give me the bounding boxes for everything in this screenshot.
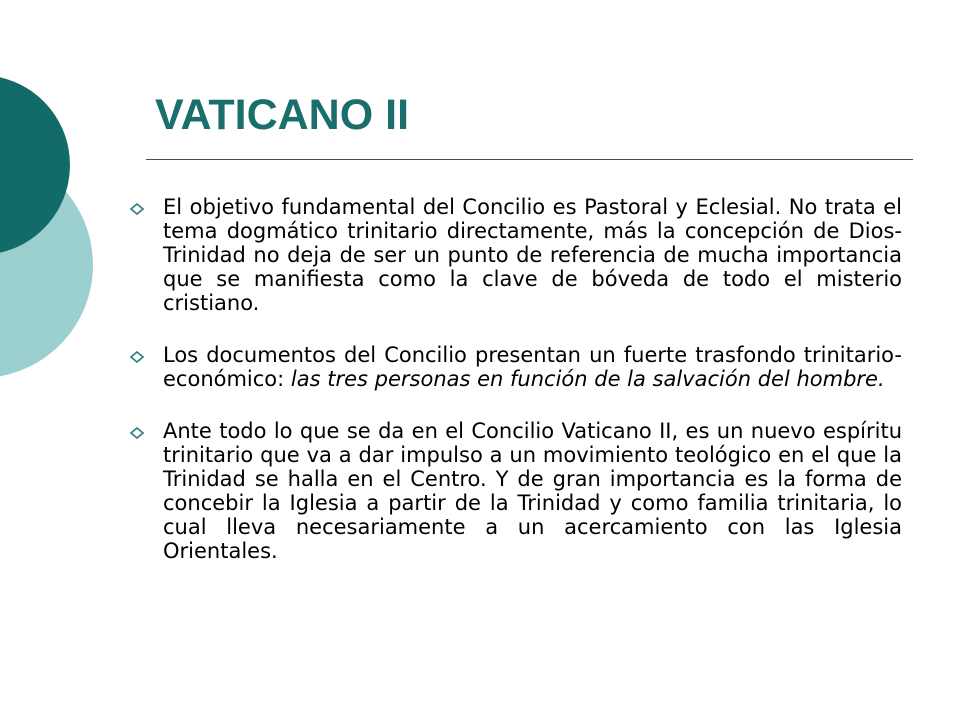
bullet-text-2 [163,343,902,391]
bullet-text-1 [163,195,902,315]
decorative-teal-circles [0,0,130,400]
bullet-item-2 [130,343,902,391]
bullet-2-body: Los documentos del Concilio presentan un fuerte trasfondo trinitario-económico: [163,343,902,391]
bullet-2-emphasis: las tres personas en función de la salvación del hombre. [290,367,885,391]
title-divider [146,159,913,160]
bullet-text-3 [163,419,902,563]
hollow-diamond-bullet-icon [130,351,144,363]
bullet-1-body: El objetivo fundamental del Concilio es Pastoral y Eclesial. No trata el tema dogmático trinitario directamente, más la concepción de Dios-Trinidad no deja de ser un punto de referencia de mucha importancia que se manifiesta como la clave de bóveda de todo el misterio cristiano. [163,195,902,315]
slide-title: VATICANO II [155,91,410,139]
bullet-3-body: Ante todo lo que se da en el Concilio Vaticano II, es un nuevo espíritu trinitario que va a dar impulso a un movimiento teológico en el que la Trinidad se halla en el Centro. Y de gran importancia es la forma de concebir la Iglesia a partir de la Trinidad y como familia trinitaria, lo cual lleva necesariamente a un acercamiento con las Iglesia Orientales. [163,419,902,563]
bullet-list [130,195,902,591]
bullet-item-1 [130,195,902,315]
bullet-item-3 [130,419,902,563]
hollow-diamond-bullet-icon [130,427,144,439]
hollow-diamond-bullet-icon [130,203,144,215]
